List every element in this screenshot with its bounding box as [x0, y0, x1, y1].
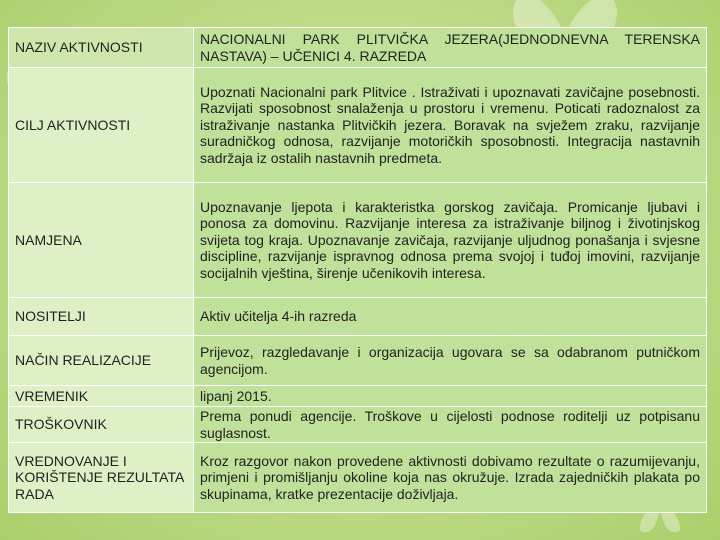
table-row: [9, 336, 707, 386]
row-value: Prijevoz, razgledavanje i organizacija ugovara se sa odabranom putničkom agencijom.: [194, 336, 707, 386]
row-label: NOSITELJI: [9, 298, 194, 336]
row-label: NAZIV AKTIVNOSTI: [9, 28, 194, 68]
row-label: NAČIN REALIZACIJE: [9, 336, 194, 386]
row-value: lipanj 2015.: [194, 386, 707, 407]
table-row: [9, 298, 707, 336]
row-label: TROŠKOVNIK: [9, 407, 194, 443]
row-value: Upoznavanje ljepota i karakteristka gorskog zavičaja. Promicanje ljubavi i ponosa za domovinu. Razvijanje interesa za istraživanje biljnog i životinjskog svijeta tog kraja. Upoznavanje zavičaja, razvijanje uljudnog ponašanja i svjesne discipline, razvijanje ispravnog odnosa prema svojoj i tuđoj imovini, razvijanje socijalnih vještina, širenje učenikovih interesa.: [194, 183, 707, 298]
row-value: Upoznati Nacionalni park Plitvice . Istraživati i upoznavati zavičajne posebnosti. Razvijati sposobnost snalaženja u prostoru i vremenu. Poticati radoznalost za istraživanje nastanka Plitvičkih jezera. Boravak na svježem zraku, razvijanje suradničkog odnosa, razvijanje motoričkih sposobnosti. Integracija nastavnih sadržaja iz ostalih nastavnih predmeta.: [194, 68, 707, 183]
row-value: Aktiv učitelja 4-ih razreda: [194, 298, 707, 336]
table-row: [9, 386, 707, 407]
row-label: CILJ AKTIVNOSTI: [9, 68, 194, 183]
row-label: VREDNOVANJE I KORIŠTENJE REZULTATA RADA: [9, 443, 194, 513]
row-value: NACIONALNI PARK PLITVIČKA JEZERA(JEDNODNEVNA TERENSKA NASTAVA) – UČENICI 4. RAZREDA: [194, 28, 707, 68]
row-value: Prema ponudi agencije. Troškove u cijelosti podnose roditelji uz potpisanu suglasnost.: [194, 407, 707, 443]
row-label: VREMENIK: [9, 386, 194, 407]
table-row: [9, 443, 707, 513]
table-row: [9, 407, 707, 443]
row-value: Kroz razgovor nakon provedene aktivnosti dobivamo rezultate o razumijevanju, primjeni i promišljanju okoline koja nas okružuje. Izrada zajedničkih plakata po skupinama, kratke prezentacije doživljaja.: [194, 443, 707, 513]
table-row: [9, 68, 707, 183]
activity-table: [8, 27, 707, 513]
table-row: [9, 183, 707, 298]
row-label: NAMJENA: [9, 183, 194, 298]
table-row: [9, 28, 707, 68]
